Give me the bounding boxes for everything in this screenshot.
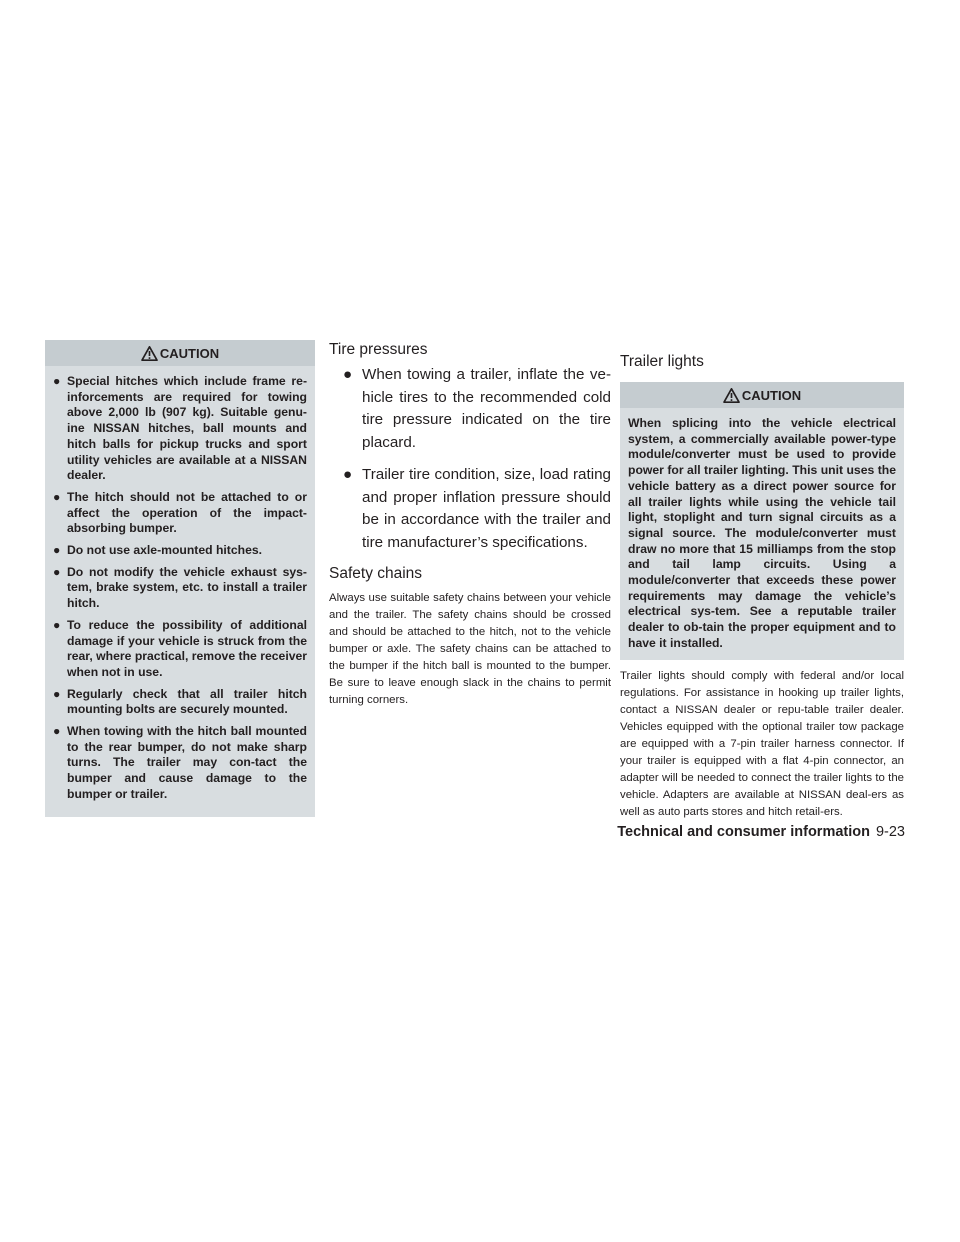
trailer-lights-caution-box [620, 382, 904, 660]
list-item: ● To reduce the possibility of additional damage if your vehicle is struck from the rear, where practical, remove the receiver when not in use. [53, 617, 307, 679]
safety-chains-heading: Safety chains [329, 565, 423, 582]
list-item: ● Do not modify the vehicle exhaust sys-tem, brake system, etc. to install a trailer hitch. [53, 564, 307, 611]
bullet: ● [53, 564, 61, 579]
list-item: ● The hitch should not be attached to or affect the operation of the impact-absorbing bumper. [53, 489, 307, 536]
right-column [620, 352, 904, 821]
list-item: ● Trailer tire condition, size, load rating and proper inflation pressure should be in accordance with the trailer and tire manufacturer’s specifications. [343, 466, 611, 551]
middle-column [329, 340, 611, 709]
bullet: ● [53, 617, 61, 632]
caution-text: When splicing into the vehicle electrical system, a commercially available power-type module/converter must be used to provide power for all trailer lighting. This unit uses the vehicle battery as a direct power source for all trailer lights while using the vehicle tail light, stoplight and turn signal circuits as a signal source. The module/converter must draw no more that 15 milliamps from the stop and tail lamp circuits. Using a module/converter that exceeds these power requirements may damage the vehicle’s electrical sys-tem. See a reputable trailer dealer to ob-tain the proper equipment and to have it installed. [628, 416, 896, 650]
list-item: ● Special hitches which include frame re-inforcements are required for towing above 2,000 lb (907 kg). Suitable genu-ine NISSAN hitches, ball mounts and hitch balls for pickup trucks and sport utility vehicles are available at a NISSAN dealer. [53, 374, 307, 483]
list-item: ● Do not use axle-mounted hitches. [53, 543, 263, 558]
page-number: 9-23 [875, 824, 905, 840]
caution-list [53, 374, 307, 803]
tire-pressures-list [329, 364, 611, 554]
page-footer [560, 824, 905, 840]
list-item: ● When towing with the hitch ball mounted to the rear bumper, do not make sharp turns. The trailer may con-tact the bumper and cause damage to the bumper or trailer. [53, 724, 307, 801]
warning-triangle-icon [723, 388, 740, 403]
list-item: ● Regularly check that all trailer hitch mounting bolts are securely mounted. [53, 686, 307, 717]
caution-title: CAUTION [741, 387, 802, 403]
bullet: ● [343, 466, 353, 483]
warning-triangle-icon [141, 346, 158, 361]
caution-header [45, 340, 315, 366]
trailer-lights-text: Trailer lights should comply with federal and/or local regulations. For assistance in hooking up trailer lights, contact a NISSAN dealer or repu-table trailer dealer. Vehicles equipped with the optional trailer tow package are equipped with a 7-pin trailer harness connector. If your trailer is equipped with a flat 4-pin connector, an adapter will be needed to connect the trailer lights to the vehicle. Adapters are available at NISSAN deal-ers as well as auto parts stores and hitch retail-ers. [620, 669, 904, 818]
list-item: ● When towing a trailer, inflate the ve-hicle tires to the recommended cold tire pressure indicated on the tire placard. [343, 366, 611, 451]
left-column [45, 340, 315, 817]
hitch-caution-box [45, 340, 315, 817]
bullet: ● [53, 686, 61, 701]
tire-pressures-heading: Tire pressures [329, 341, 428, 358]
bullet: ● [53, 374, 61, 388]
chapter-title: Technical and consumer information [617, 824, 870, 840]
bullet: ● [53, 489, 61, 504]
bullet: ● [343, 366, 353, 383]
bullet: ● [53, 724, 61, 739]
bullet: ● [53, 543, 61, 558]
safety-chains-text: Always use suitable safety chains between your vehicle and the trailer. The safety chains should be crossed and should be attached to the hitch, not to the vehicle bumper or axle. The safety chains can be attached to the bumper if the hitch ball is mounted to the bumper. Be sure to leave enough slack in the chains to permit turning corners. [329, 592, 611, 706]
trailer-lights-heading: Trailer lights [620, 353, 704, 370]
caution-title: CAUTION [159, 345, 220, 361]
caution-header [620, 382, 904, 408]
